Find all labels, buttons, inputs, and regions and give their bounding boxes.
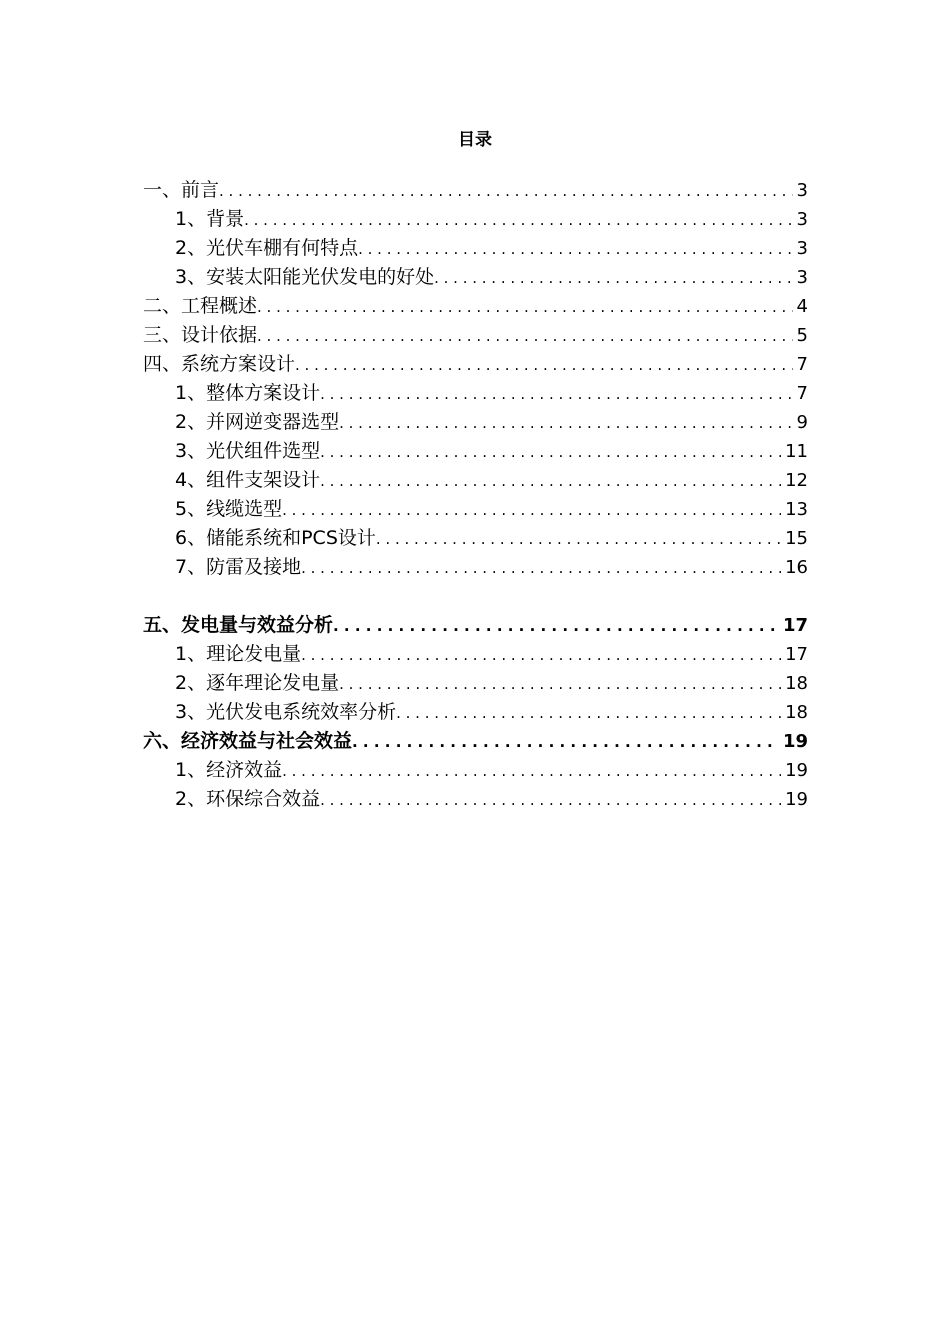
toc-page-number: 15 <box>785 528 808 549</box>
toc-page-number: 5 <box>796 325 808 346</box>
toc-entry-label: 2、环保综合效益 <box>175 788 321 810</box>
toc-page-number: 18 <box>785 673 808 694</box>
toc-entry-label: 3、安装太阳能光伏发电的好处 <box>175 266 435 288</box>
toc-entry-label: 1、背景 <box>175 208 245 230</box>
dot-leader <box>301 641 781 670</box>
toc-entry-label: 四、系统方案设计 <box>143 353 296 375</box>
dot-leader <box>320 380 792 409</box>
toc-entry-label: 1、整体方案设计 <box>175 382 321 404</box>
toc-entry-label: 一、前言 <box>143 179 220 201</box>
toc-entry-label: 三、设计依据 <box>143 324 258 346</box>
toc-entry-design-basis[interactable] <box>143 321 808 350</box>
toc-entry-label: 3、光伏发电系统效率分析 <box>175 701 397 723</box>
toc-entry-label: 3、光伏组件选型 <box>175 440 321 462</box>
dot-leader <box>376 525 781 554</box>
toc-page-number: 19 <box>785 789 808 810</box>
toc-page-number: 18 <box>785 702 808 723</box>
toc-page-number: 17 <box>782 615 808 636</box>
toc-entry-label: 二、工程概述 <box>143 295 258 317</box>
dot-leader <box>320 438 781 467</box>
toc-entry-storage-pcs-design[interactable] <box>143 524 808 553</box>
dot-leader <box>333 612 779 641</box>
toc-page-number: 7 <box>796 383 808 404</box>
toc-page-number: 3 <box>796 209 808 230</box>
toc-page-number: 19 <box>782 731 808 752</box>
toc-entry-solar-benefits[interactable] <box>143 263 808 292</box>
toc-entry-label: 六、经济效益与社会效益 <box>143 730 353 752</box>
toc-entry-theoretical-generation[interactable] <box>143 640 808 669</box>
toc-page-number: 16 <box>785 557 808 578</box>
toc-entry-economic-social-benefit[interactable] <box>143 727 808 756</box>
toc-entry-label: 2、并网逆变器选型 <box>175 411 340 433</box>
dot-leader <box>320 786 781 815</box>
toc-page-number: 3 <box>796 238 808 259</box>
dot-leader <box>301 554 781 583</box>
toc-page-number: 13 <box>785 499 808 520</box>
toc-entry-background[interactable] <box>143 205 808 234</box>
dot-leader <box>219 177 793 206</box>
toc-page-number: 11 <box>785 441 808 462</box>
toc-entry-lightning-grounding[interactable] <box>143 553 808 582</box>
toc-title: 目录 <box>458 130 492 150</box>
toc-entry-label: 4、组件支架设计 <box>175 469 321 491</box>
toc-page-number: 9 <box>796 412 808 433</box>
toc-page-number: 3 <box>796 267 808 288</box>
toc-page-number: 4 <box>796 296 808 317</box>
toc-entry-carport-features[interactable] <box>143 234 808 263</box>
dot-leader <box>244 206 792 235</box>
toc-entry-generation-benefit[interactable] <box>143 611 808 640</box>
toc-entry-efficiency-analysis[interactable] <box>143 698 808 727</box>
dot-leader <box>257 293 793 322</box>
dot-leader <box>358 235 792 264</box>
toc-entry-label: 6、储能系统和PCS设计 <box>175 527 376 549</box>
dot-leader <box>396 699 781 728</box>
table-of-contents <box>143 176 808 814</box>
dot-leader <box>339 409 792 438</box>
dot-leader <box>339 670 781 699</box>
toc-entry-economic-benefit[interactable] <box>143 756 808 785</box>
toc-entry-label: 1、理论发电量 <box>175 643 302 665</box>
dot-leader <box>282 496 781 525</box>
toc-entry-overall-design[interactable] <box>143 379 808 408</box>
toc-entry-system-design[interactable] <box>143 350 808 379</box>
toc-entry-label: 2、逐年理论发电量 <box>175 672 340 694</box>
dot-leader <box>434 264 792 293</box>
toc-entry-label: 1、经济效益 <box>175 759 283 781</box>
toc-entry-label: 7、防雷及接地 <box>175 556 302 578</box>
toc-page-number: 19 <box>785 760 808 781</box>
toc-page-number: 3 <box>796 180 808 201</box>
toc-entry-project-overview[interactable] <box>143 292 808 321</box>
toc-entry-module-selection[interactable] <box>143 437 808 466</box>
toc-entry-environmental-benefit[interactable] <box>143 785 808 814</box>
toc-entry-mounting-design[interactable] <box>143 466 808 495</box>
dot-leader <box>295 351 793 380</box>
toc-entry-cable-selection[interactable] <box>143 495 808 524</box>
dot-leader <box>257 322 793 351</box>
toc-entry-inverter-selection[interactable] <box>143 408 808 437</box>
toc-entry-label: 5、线缆选型 <box>175 498 283 520</box>
toc-entry-label: 2、光伏车棚有何特点 <box>175 237 359 259</box>
dot-leader <box>282 757 781 786</box>
toc-entry-label: 五、发电量与效益分析 <box>143 614 334 636</box>
toc-page-number: 17 <box>785 644 808 665</box>
toc-page-number: 12 <box>785 470 808 491</box>
toc-page-number: 7 <box>796 354 808 375</box>
toc-entry-annual-generation[interactable] <box>143 669 808 698</box>
dot-leader <box>320 467 781 496</box>
toc-entry-preface[interactable] <box>143 176 808 205</box>
dot-leader <box>352 728 779 757</box>
